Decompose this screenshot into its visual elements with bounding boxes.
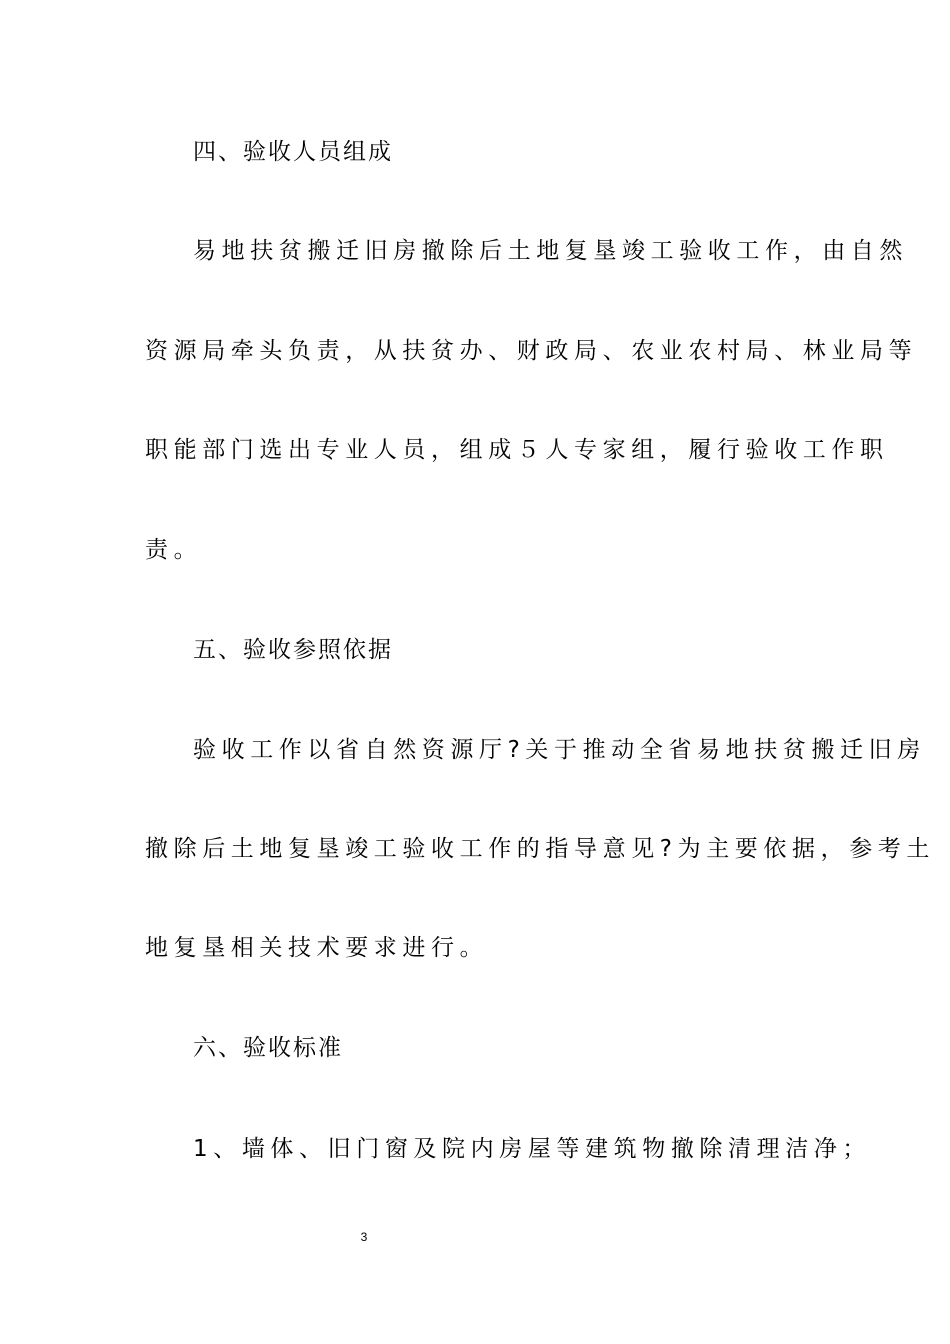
page-number: 3 <box>360 1230 368 1244</box>
section-heading-basis: 五、验收参照依据 <box>193 637 393 663</box>
paragraph-line: 易地扶贫搬迁旧房撤除后土地复垦竣工验收工作，由自然 <box>193 238 908 264</box>
paragraph-line: 职能部门选出专业人员，组成５人专家组，履行验收工作职 <box>145 437 889 463</box>
paragraph-line: 资源局牵头负责，从扶贫办、财政局、农业农村局、林业局等 <box>145 338 918 364</box>
list-item: 1、墙体、旧门窗及院内房屋等建筑物撤除清理洁净； <box>193 1136 872 1162</box>
section-heading-standards: 六、验收标准 <box>193 1035 343 1061</box>
paragraph-line: 地复垦相关技术要求进行。 <box>145 935 489 961</box>
paragraph-line: 撤除后土地复垦竣工验收工作的指导意见?为主要依据，参考土 <box>145 836 936 862</box>
paragraph-line: 责。 <box>145 537 203 563</box>
paragraph-line: 验收工作以省自然资源厅?关于推动全省易地扶贫搬迁旧房 <box>193 737 926 763</box>
section-heading-personnel: 四、验收人员组成 <box>193 139 393 165</box>
